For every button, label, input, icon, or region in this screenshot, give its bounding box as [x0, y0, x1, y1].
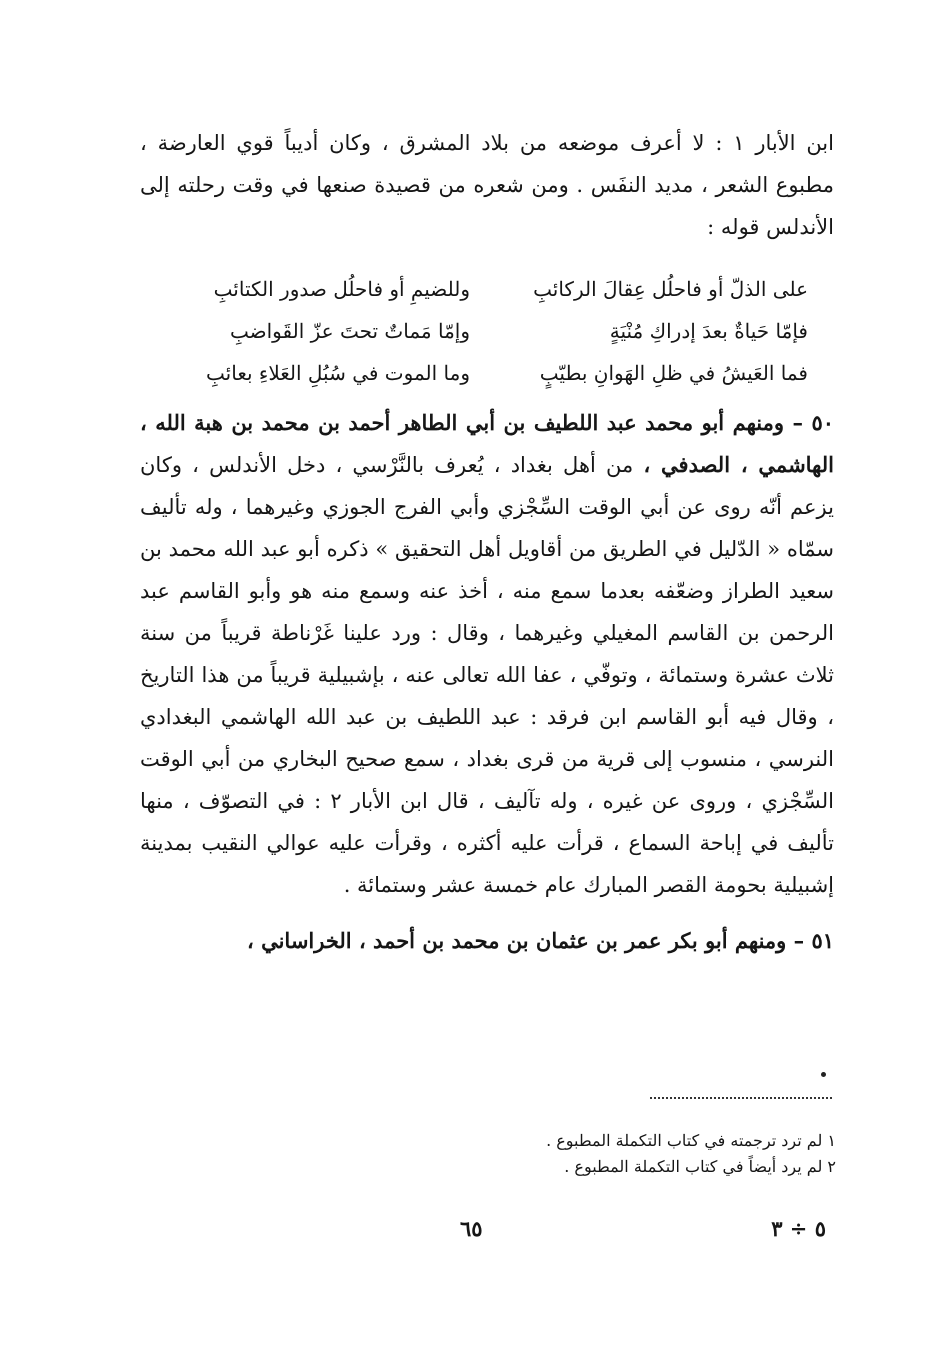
- poem-verse: [140, 268, 834, 310]
- verse-first-hemistich: على الذلّ أو فاحلُل عِقالَ الركائبِ: [533, 277, 808, 301]
- verse-second-hemistich: وإمّا مَماتٌ تحتَ عزّ القَواضبِ: [229, 319, 470, 343]
- entry-51: [140, 920, 834, 962]
- intro-paragraph: ابن الأبار ١ : لا أعرف موضعه من بلاد المشرق ، وكان أديباً قوي العارضة ، مطبوع الشعر ، مديد النفَس . ومن شعره من قصيدة صنعها في وقت رحلته إلى الأندلس قوله :: [140, 131, 834, 239]
- poem: [140, 268, 834, 394]
- continuation-mark: [821, 1072, 826, 1077]
- footnotes: [546, 1128, 836, 1180]
- verse-first-hemistich: فما العَيشُ في ظلِ الهَوانِ بطيّبٍ: [539, 361, 808, 385]
- entry-51-heading: ٥١ – ومنهم أبو بكر عمر بن عثمان بن محمد بن أحمد ، الخراساني ،: [247, 928, 834, 953]
- verse-second-hemistich: وللضيمِ أو فاحلُل صدور الكتائبِ: [213, 277, 470, 301]
- footnote-separator: [650, 1097, 832, 1099]
- page-body: [140, 122, 834, 962]
- poem-verse: [140, 352, 834, 394]
- page-footer: [0, 1216, 938, 1248]
- footnote: ١ لم ترد ترجمته في كتاب التكملة المطبوع .: [546, 1131, 836, 1150]
- footnote: ٢ لم يرد أيضاً في كتاب التكملة المطبوع .: [564, 1157, 836, 1176]
- entry-50: [140, 402, 834, 906]
- printer-signature: ٥ ÷ ٣: [771, 1216, 826, 1241]
- entry-50-heading: ٥٠ – ومنهم أبو محمد عبد اللطيف بن أبي الطاهر أحمد بن محمد بن هبة الله ، الهاشمي ، الصدفي ،: [140, 410, 834, 477]
- verse-first-hemistich: فإمّا حَياةٌ بعدَ إدراكِ مُنْيَةٍ: [609, 319, 808, 343]
- verse-second-hemistich: وما الموت في سُبُلِ العَلاءِ بعائبِ: [206, 361, 470, 385]
- poem-verse: [140, 310, 834, 352]
- entry-50-body: من أهل بغداد ، يُعرف بالنَّرْسي ، دخل الأندلس ، وكان يزعم أنّه روى عن أبي الوقت السِّجْزي وأبي الفرج الجوزي وغيرهما ، وله تأليف سمّاه « الدّليل في الطريق من أقاويل أهل التحقيق » ذكره أبو عبد الله محمد بن سعيد الطراز وضعّفه بعدما سمع منه ، أخذ عنه وسمع منه هو وأبو القاسم عبد الرحمن بن القاسم المغيلي وغيرهما ، وقال : ورد علينا غَرْناطة قريباً من سنة ثلاث عشرة وستمائة ، وتوفّي ، عفا الله تعالى عنه ، بإشبيلية قريباً من هذا التاريخ ، وقال فيه أبو القاسم ابن فرقد : عبد اللطيف بن عبد الله الهاشمي البغدادي النرسي ، منسوب إلى قرية من قرى بغداد ، سمع صحيح البخاري من أبي الوقت السِّجْزي ، وروى عن غيره ، وله تآليف ، قال ابن الأبار ٢ : في التصوّف ، منها تأليف في إباحة السماع ، قرأت عليه أكثره ، وقرأت عليه عوالي النقيب بمدينة إشبيلية بحومة القصر المبارك عام خمسة عشر وستمائة .: [140, 453, 834, 897]
- page-number: ٦٥: [460, 1216, 483, 1241]
